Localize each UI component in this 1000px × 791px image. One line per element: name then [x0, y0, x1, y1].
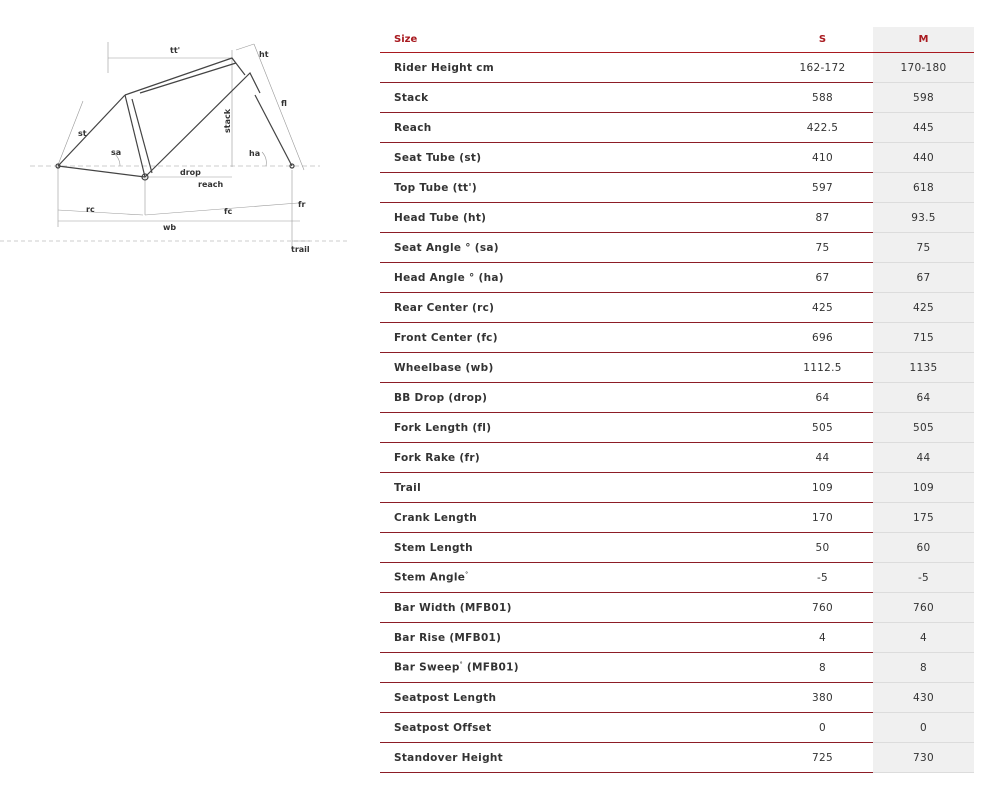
value-m: 175 — [873, 503, 974, 533]
row-label — [380, 353, 772, 383]
row-label — [380, 623, 772, 653]
table-row — [380, 473, 974, 503]
row-label — [380, 443, 772, 473]
row-label-text: Trail — [394, 481, 421, 494]
value-s: 4 — [772, 623, 873, 653]
value-s: 760 — [772, 593, 873, 623]
row-label-text: Standover Height — [394, 751, 503, 764]
value-m: 75 — [873, 233, 974, 263]
table-header — [380, 27, 974, 53]
value-m: 4 — [873, 623, 974, 653]
geometry-diagram — [0, 35, 350, 265]
value-m: 170-180 — [873, 53, 974, 83]
row-label-text: Bar Sweep — [394, 661, 460, 674]
table-row — [380, 383, 974, 413]
row-label — [380, 323, 772, 353]
value-m: 598 — [873, 83, 974, 113]
label-ht: ht — [259, 50, 269, 59]
row-label — [380, 113, 772, 143]
row-label-text: Crank Length — [394, 511, 477, 524]
label-sa: sa — [111, 148, 122, 157]
row-label — [380, 533, 772, 563]
row-label-text: Rear Center (rc) — [394, 301, 495, 314]
table-row — [380, 263, 974, 293]
dimension-lines — [0, 42, 350, 247]
value-m: 8 — [873, 653, 974, 683]
top-tube — [125, 58, 245, 95]
label-fr: fr — [298, 200, 306, 209]
row-label — [380, 593, 772, 623]
table-row — [380, 173, 974, 203]
table-row — [380, 713, 974, 743]
row-label-text: Wheelbase (wb) — [394, 361, 494, 374]
value-m: 93.5 — [873, 203, 974, 233]
row-label — [380, 653, 772, 683]
row-label — [380, 203, 772, 233]
size-header: Size — [380, 27, 772, 53]
table-row — [380, 83, 974, 113]
row-label-text: Seatpost Length — [394, 691, 497, 704]
label-st: st — [78, 129, 87, 138]
label-drop: drop — [180, 168, 201, 177]
row-label-text: Fork Rake (fr) — [394, 451, 480, 464]
row-label — [380, 263, 772, 293]
row-label-text: Head Angle ° (ha) — [394, 271, 504, 284]
row-label — [380, 563, 772, 593]
label-fl: fl — [281, 99, 287, 108]
label-fc: fc — [224, 207, 233, 216]
table-row — [380, 683, 974, 713]
size-s-header: S — [772, 27, 873, 53]
value-m: 760 — [873, 593, 974, 623]
value-m: 0 — [873, 713, 974, 743]
row-label-text: Rider Height cm — [394, 61, 494, 74]
table-row — [380, 443, 974, 473]
label-rc: rc — [86, 205, 95, 214]
row-label-text: Bar Rise (MFB01) — [394, 631, 502, 644]
value-m: 60 — [873, 533, 974, 563]
row-label — [380, 503, 772, 533]
row-label-text: BB Drop (drop) — [394, 391, 488, 404]
table-row — [380, 293, 974, 323]
table-row — [380, 413, 974, 443]
row-label — [380, 293, 772, 323]
value-s: 162-172 — [772, 53, 873, 83]
row-label-text: Reach — [394, 121, 432, 134]
table-row — [380, 533, 974, 563]
table-row — [380, 113, 974, 143]
value-s: 0 — [772, 713, 873, 743]
row-label-text: Front Center (fc) — [394, 331, 498, 344]
value-m: 440 — [873, 143, 974, 173]
value-s: 44 — [772, 443, 873, 473]
row-label-text: Stack — [394, 91, 429, 104]
table-row — [380, 353, 974, 383]
table-row — [380, 563, 974, 593]
value-m: 430 — [873, 683, 974, 713]
value-m: 445 — [873, 113, 974, 143]
value-s: 64 — [772, 383, 873, 413]
degree-superscript: ° — [465, 571, 469, 579]
value-s: 725 — [772, 743, 873, 773]
row-label — [380, 683, 772, 713]
row-label-text: Seat Tube (st) — [394, 151, 482, 164]
value-s: 109 — [772, 473, 873, 503]
degree-superscript: ° — [459, 661, 463, 669]
label-wb: wb — [163, 223, 177, 232]
row-label-text: Seat Angle ° (sa) — [394, 241, 499, 254]
label-reach: reach — [198, 180, 224, 189]
value-s: -5 — [772, 563, 873, 593]
table-row — [380, 623, 974, 653]
value-s: 505 — [772, 413, 873, 443]
down-tube — [145, 73, 260, 177]
value-s: 170 — [772, 503, 873, 533]
value-s: 422.5 — [772, 113, 873, 143]
value-m: -5 — [873, 563, 974, 593]
row-label-text: Fork Length (fl) — [394, 421, 492, 434]
row-label — [380, 83, 772, 113]
value-m: 715 — [873, 323, 974, 353]
table-row — [380, 203, 974, 233]
value-m: 44 — [873, 443, 974, 473]
chain-stay — [58, 166, 145, 177]
table-body — [380, 53, 974, 773]
row-label — [380, 473, 772, 503]
row-label-text: Bar Width (MFB01) — [394, 601, 512, 614]
value-s: 1112.5 — [772, 353, 873, 383]
row-label-text: Stem Length — [394, 541, 473, 554]
value-s: 67 — [772, 263, 873, 293]
label-ha: ha — [249, 149, 261, 158]
size-m-header: M — [873, 27, 974, 53]
row-label — [380, 413, 772, 443]
row-label-text: Stem Angle — [394, 571, 466, 584]
label-trail: trail — [291, 245, 310, 254]
table-row — [380, 593, 974, 623]
row-label — [380, 53, 772, 83]
value-m: 730 — [873, 743, 974, 773]
table-row — [380, 323, 974, 353]
row-label — [380, 743, 772, 773]
row-label — [380, 143, 772, 173]
label-tt: tt' — [170, 46, 181, 55]
value-s: 380 — [772, 683, 873, 713]
value-s: 75 — [772, 233, 873, 263]
value-s: 597 — [772, 173, 873, 203]
row-label — [380, 233, 772, 263]
table-row — [380, 653, 974, 683]
row-label-text: Seatpost Offset — [394, 721, 492, 734]
row-label — [380, 383, 772, 413]
table-row — [380, 143, 974, 173]
value-m: 618 — [873, 173, 974, 203]
value-s: 410 — [772, 143, 873, 173]
row-label — [380, 713, 772, 743]
row-label-text: Head Tube (ht) — [394, 211, 487, 224]
value-s: 696 — [772, 323, 873, 353]
value-m: 64 — [873, 383, 974, 413]
table-row — [380, 53, 974, 83]
value-s: 50 — [772, 533, 873, 563]
row-label — [380, 173, 772, 203]
value-s: 425 — [772, 293, 873, 323]
geometry-table — [380, 27, 974, 773]
value-m: 67 — [873, 263, 974, 293]
value-s: 8 — [772, 653, 873, 683]
row-label-text: Top Tube (tt') — [394, 181, 477, 194]
table-row — [380, 233, 974, 263]
value-m: 1135 — [873, 353, 974, 383]
row-label-suffix: (MFB01) — [462, 661, 519, 674]
value-s: 588 — [772, 83, 873, 113]
value-s: 87 — [772, 203, 873, 233]
value-m: 109 — [873, 473, 974, 503]
value-m: 505 — [873, 413, 974, 443]
label-stack: stack — [223, 108, 232, 133]
table-row — [380, 743, 974, 773]
frame-outline — [56, 58, 294, 180]
table-row — [380, 503, 974, 533]
value-m: 425 — [873, 293, 974, 323]
